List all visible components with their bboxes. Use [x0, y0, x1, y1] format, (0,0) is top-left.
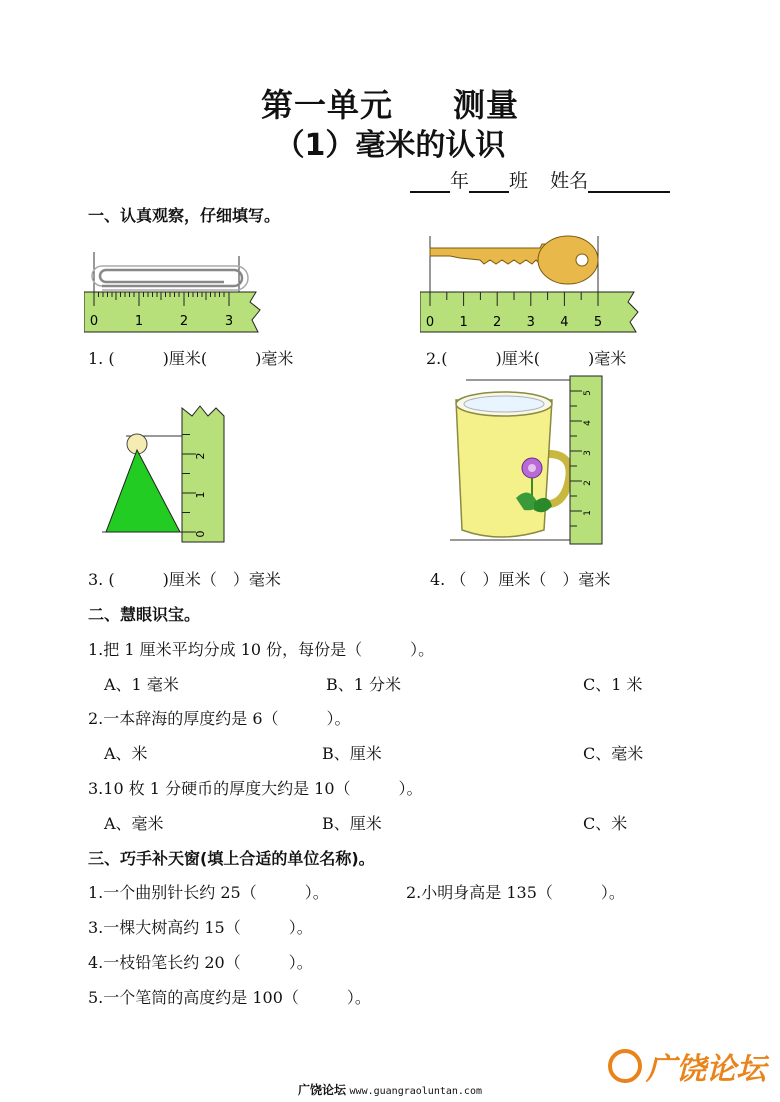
student-info-line — [410, 166, 670, 193]
question-2-2: 2.一本辞海的厚度约是 6（ ）。 — [88, 709, 351, 728]
ruler-1-tick-2: 2 — [179, 314, 189, 329]
year-label: 年 — [450, 170, 470, 192]
cone-ruler-figure — [100, 404, 230, 546]
option-2-1-c[interactable]: C、1 米 — [583, 675, 643, 694]
ruler-4-tick-2: 2 — [583, 480, 593, 486]
ruler-1-tick-3: 3 — [224, 314, 234, 329]
section1-heading: 一、认真观察，仔细填写。 — [88, 206, 281, 225]
option-2-3-b[interactable]: B、厘米 — [322, 814, 382, 833]
title-unit: 第一单元 — [260, 86, 393, 124]
question-2-1: 1.把 1 厘米平均分成 10 份，每份是（ ）。 — [88, 640, 435, 659]
option-2-1-a[interactable]: A、1 毫米 — [104, 675, 179, 694]
question-3-1: 1.一个曲别针长约 25（ ）。 — [88, 883, 329, 902]
key-icon — [430, 236, 598, 284]
ruler-4-tick-3: 3 — [583, 450, 593, 456]
ruler-2-tick-0: 0 — [425, 315, 435, 330]
footer-site-url[interactable]: www.guangraoluntan.com — [349, 1086, 482, 1097]
ruler-4-tick-5: 5 — [583, 390, 593, 396]
class-blank[interactable] — [469, 171, 509, 193]
ruler-3-tick-2: 2 — [194, 452, 207, 460]
ruler-2-tick-5: 5 — [593, 315, 603, 330]
section2-heading: 二、慧眼识宝。 — [88, 605, 201, 624]
question-3-2: 2.小明身高是 135（ ）。 — [406, 883, 625, 902]
class-label: 班 — [509, 170, 529, 192]
title-topic: 测量 — [453, 86, 520, 124]
question-3-4: 4.一枝铅笔长约 20（ ）。 — [88, 953, 313, 972]
ruler-3-tick-0: 0 — [194, 530, 207, 538]
question-3-3: 3.一棵大树高约 15（ ）。 — [88, 918, 313, 937]
paperclip-ruler-figure — [84, 248, 268, 338]
paperclip-icon — [100, 270, 242, 286]
option-2-3-c[interactable]: C、米 — [583, 814, 628, 833]
name-blank[interactable] — [588, 171, 670, 193]
ruler-2-tick-1: 1 — [459, 315, 468, 330]
ruler-1 — [84, 292, 260, 332]
ruler-2-tick-4: 4 — [560, 315, 569, 330]
cone-icon — [106, 434, 180, 532]
section3-heading: 三、巧手补天窗(填上合适的单位名称)。 — [88, 849, 375, 868]
option-2-2-b[interactable]: B、厘米 — [322, 744, 382, 763]
page-subtitle: （1）毫米的认识 — [274, 128, 506, 163]
page-footer — [0, 1081, 780, 1098]
question-3-5: 5.一个笔筒的高度约是 100（ ）。 — [88, 988, 371, 1007]
year-blank[interactable] — [410, 171, 450, 193]
question-1-4: 4. （ ）厘米（ ）毫米 — [430, 570, 611, 589]
option-2-1-b[interactable]: B、1 分米 — [326, 675, 402, 694]
ruler-1-tick-1: 1 — [134, 314, 144, 329]
ruler-2-tick-3: 3 — [526, 315, 535, 330]
key-ruler-figure — [420, 234, 650, 336]
ruler-1-tick-0: 0 — [89, 314, 99, 329]
question-1-2: 2.( )厘米( )毫米 — [426, 349, 627, 368]
option-2-2-a[interactable]: A、米 — [104, 744, 148, 763]
ruler-4-tick-1: 1 — [583, 510, 593, 516]
footer-site-name: 广饶论坛 — [298, 1083, 347, 1097]
question-1-1: 1. ( )厘米( )毫米 — [88, 349, 294, 368]
question-1-3: 3. ( )厘米（ ）毫米 — [88, 570, 281, 589]
ruler-2-tick-2: 2 — [493, 315, 502, 330]
site-logo: 广饶论坛 — [608, 1044, 766, 1088]
question-2-3: 3.10 枚 1 分硬币的厚度大约是 10（ ）。 — [88, 779, 423, 798]
ruler-4-tick-4: 4 — [583, 420, 593, 426]
option-2-3-a[interactable]: A、毫米 — [104, 814, 164, 833]
cup-icon — [456, 392, 570, 537]
name-label: 姓名 — [550, 170, 589, 192]
cup-ruler-figure — [440, 374, 610, 546]
logo-circle-icon — [608, 1049, 642, 1083]
ruler-3-tick-1: 1 — [194, 491, 207, 499]
ruler-4 — [570, 376, 602, 544]
option-2-2-c[interactable]: C、毫米 — [583, 744, 644, 763]
